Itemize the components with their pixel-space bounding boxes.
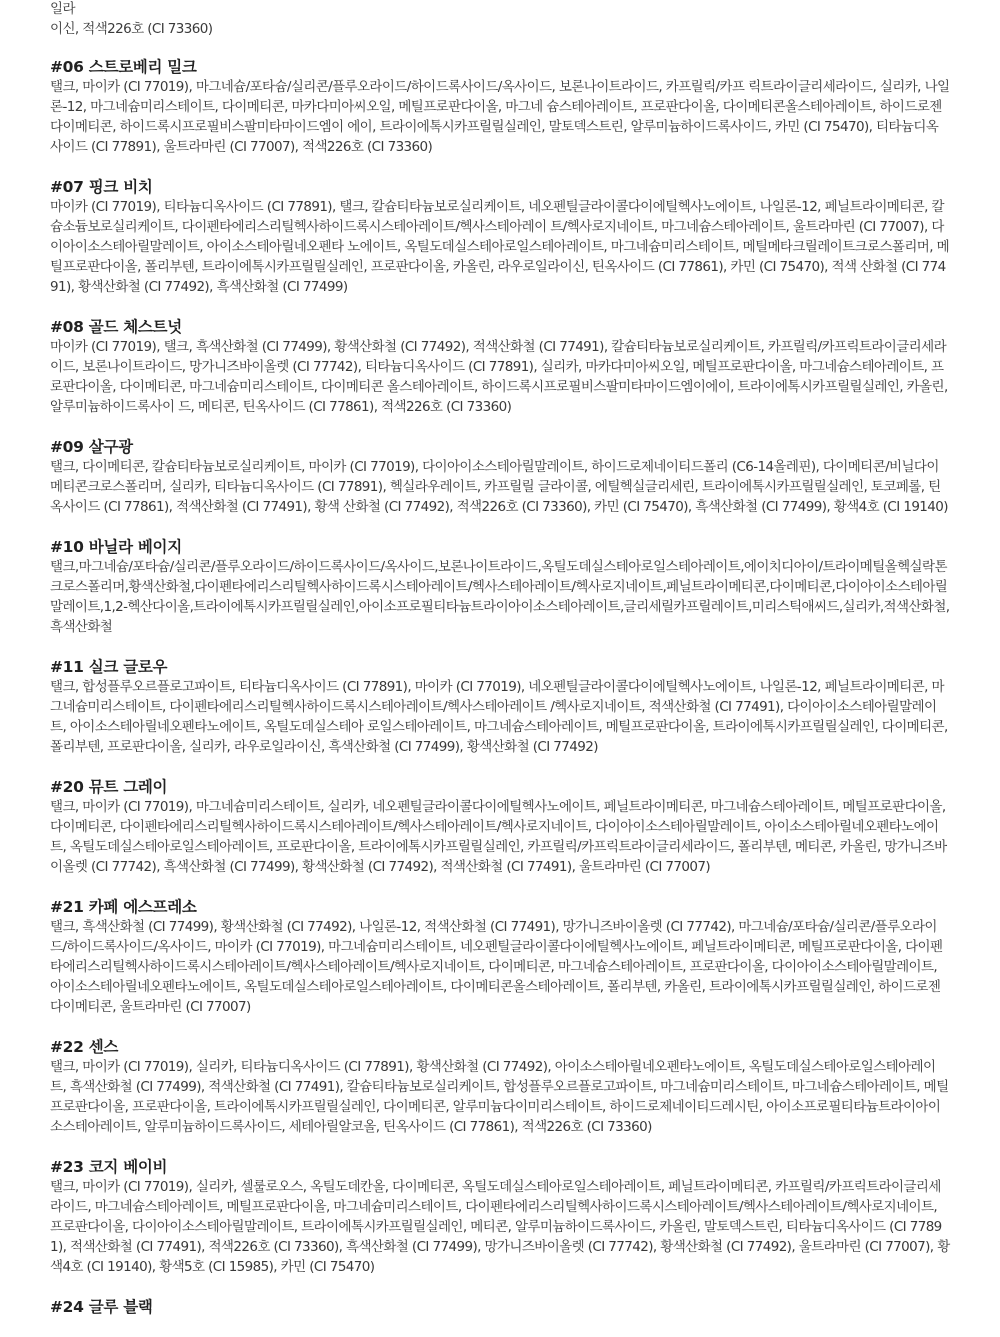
shade-entry-21 (50, 897, 950, 1017)
shade-title: #24 글루 블랙 (50, 1298, 153, 1316)
shade-entry-20 (50, 777, 950, 877)
shade-entry-11 (50, 657, 950, 757)
shade-title: #09 살구광 (50, 438, 133, 456)
ingredient-text: 탤크, 합성플루오르플로고파이트, 티타늄디옥사이드 (CI 77891), 마이카 (CI 77019), 네오펜틸글라이콜다이에틸헥사노에이트, 나일론-12, 페닐트라이메티콘, 마그네슘미리스테이트, 다이펜타에리스리틸헥사하이드록시스테아레이트/헥사스테아레이트 /헥사로지네이트, 적색산화철 (CI 77491), 다이아이소스테아릴말레이트, 아이소스테아릴네오펜타노에이트, 옥틸도데실스테아 로일스테아레이트, 마그네슘스테아레이트, 메틸프로판다이올, 트라이에톡시카프릴릴실레인, 다이메티콘, 폴리부텐, 프로판다이올, 실리카, 라우로일라이신, 흑색산화철 (CI 77499), 황색산화철 (CI 77492) (50, 679, 948, 755)
fragment-line-2: 이신, 적색226호 (CI 73360) (50, 21, 213, 37)
shade-entry-06 (50, 57, 950, 157)
shade-entry-07 (50, 177, 950, 297)
shade-entry-23 (50, 1157, 950, 1277)
shade-title: #23 코지 베이비 (50, 1158, 168, 1176)
shade-title: #20 뮤트 그레이 (50, 778, 168, 796)
shade-title: #06 스트로베리 밀크 (50, 58, 197, 76)
ingredient-text: 탤크, 마이카 (CI 77019), 마그네슘미리스테이트, 실리카, 네오펜틸글라이콜다이에틸헥사노에이트, 페닐트라이메티콘, 마그네슘스테아레이트, 메틸프로판다이올, 다이메티콘, 다이펜타에리스리틸헥사하이드록시스테아레이트/헥사스테아레이트/헥사로지네이트, 다이아이소스테아릴말레이트, 아이소스테아릴네오펜타노에이트, 옥틸도데실스테아로일스테아레이트, 프로판다이올, 트라이에톡시카프릴릴실레인, 카프릴릭/카프릭트라이글리세라이드, 폴리부텐, 메티콘, 카올린, 망가니즈바이올렛 (CI 77742), 흑색산화철 (CI 77499), 황색산화철 (CI 77492), 적색산화철 (CI 77491), 울트라마린 (CI 77007) (50, 799, 947, 875)
shade-title: #21 카페 에스프레소 (50, 898, 197, 916)
shade-title: #22 센스 (50, 1038, 119, 1056)
ingredient-text: 탤크, 마이카 (CI 77019), 실리카, 셀룰로오스, 옥틸도데칸올, 다이메티콘, 옥틸도데실스테아로일스테아레이트, 페닐트라이메티콘, 카프릴릭/카프릭트라이글리세라이드, 마그네슘스테아레이트, 메틸프로판다이올, 마그네슘미리스테이트, 다이펜타에리스리틸헥사하이드록시스테아레이트/헥사스테아레이트/헥사로지네이트, 프로판다이올, 다이아이소스테아릴말레이트, 트라이에톡시카프릴릴실레인, 메티콘, 알루미늄하이드록사이드, 카올린, 말토덱스트린, 티타늄디옥사이드 (CI 77891), 적색산화철 (CI 77491), 적색226호 (CI 73360), 흑색산화철 (CI 77499), 망가니즈바이올렛 (CI 77742), 황색산화철 (CI 77492), 울트라마린 (CI 77007), 황색4호 (CI 19140), 황색5호 (CI 15985), 카민 (CI 75470) (50, 1179, 950, 1275)
ingredient-text: 탤크, 다이메티콘, 칼슘티타늄보로실리케이트, 마이카 (CI 77019), 다이아이소스테아릴말레이트, 하이드로제네이티드폴리 (C6-14올레핀), 다이메티콘/비닐다이메티콘크로스폴리머, 실리카, 티타늄디옥사이드 (CI 77891), 헥실라우레이트, 카프릴릴 글라이콜, 에틸헥실글리세린, 트라이에톡시카프릴릴실레인, 토코페롤, 틴옥사이드 (CI 77861), 적색산화철 (CI 77491), 황색 산화철 (CI 77492), 적색226호 (CI 73360), 카민 (CI 75470), 흑색산화철 (CI 77499), 황색4호 (CI 19140) (50, 459, 948, 515)
shade-entry-24 (50, 1297, 950, 1317)
ingredient-text: 탤크,마그네슘/포타슘/실리콘/플루오라이드/하이드록사이드/옥사이드,보론나이트라이드,옥틸도데실스테아로일스테아레이트,에이치디아이/트라이메틸올헥실락톤크로스폴리머,황색산화철,다이펜타에리스리틸헥사하이드록시스테아레이트/헥사스테아레이트/헥사로지네이트,페닐트라이메티콘,다이메티콘,다이아이소스테아릴말레이트,1,2-헥산다이올,트라이에톡시카프릴릴실레인,아이소프로필티타늄트라이아이소스테아레이트,글리세릴카프릴레이트,미리스틱애씨드,실리카,적색산화철,흑색산화철 (50, 559, 950, 635)
shade-entry-10 (50, 537, 950, 637)
shade-title: #08 골드 체스트넛 (50, 318, 182, 336)
ingredient-text: 마이카 (CI 77019), 탤크, 흑색산화철 (CI 77499), 황색산화철 (CI 77492), 적색산화철 (CI 77491), 칼슘티타늄보로실리케이트, 카프릴릭/카프릭트라이글리세라이드, 보론나이트라이드, 망가니즈바이올렛 (CI 77742), 티타늄디옥사이드 (CI 77891), 실리카, 마카다미아씨오일, 메틸프로판다이올, 마그네슘스테아레이트, 프로판다이올, 다이메티콘, 마그네슘미리스테이트, 다이메티콘 올스테아레이트, 하이드록시프로필비스팔미타마이드엠이에이, 트라이에톡시카프릴릴실레인, 카올린, 알루미늄하이드록사이 드, 메티콘, 틴옥사이드 (CI 77861), 적색226호 (CI 73360) (50, 339, 948, 415)
ingredient-text: 탤크, 마이카 (CI 77019), 실리카, 티타늄디옥사이드 (CI 77891), 황색산화철 (CI 77492), 아이소스테아릴네오펜타노에이트, 옥틸도데실스테아로일스테아레이트, 흑색산화철 (CI 77499), 적색산화철 (CI 77491), 칼슘티타늄보로실리케이트, 합성플루오르플로고파이트, 마그네슘미리스테이트, 마그네슘스테아레이트, 메틸프로판다이올, 프로판다이올, 트라이에톡시카프릴릴실레인, 다이메티콘, 알루미늄다이미리스테이트, 하이드로제네이티드레시틴, 아이소프로필티타늄트라이아이소스테아레이트, 알루미늄하이드록사이드, 세테아릴알코올, 틴옥사이드 (CI 77861), 적색226호 (CI 73360) (50, 1059, 949, 1135)
shade-entry-09 (50, 437, 950, 517)
previous-entry-fragment (50, 0, 950, 39)
shade-entry-08 (50, 317, 950, 417)
ingredient-list-page (50, 0, 950, 1337)
ingredient-text: 탤크, 마이카 (CI 77019), 마그네슘/포타슘/실리콘/플루오라이드/하이드록사이드/옥사이드, 보론나이트라이드, 카프릴릭/카프 릭트라이글리세라이드, 실리카, 나일론-12, 마그네슘미리스테이트, 다이메티콘, 마카다미아씨오일, 메틸프로판다이올, 마그네 슘스테아레이트, 프로판다이올, 다이메티콘올스테아레이트, 하이드로젠다이메티콘, 하이드록시프로필비스팔미타마이드엠이 에이, 트라이에톡시카프릴릴실레인, 말토덱스트린, 알루미늄하이드록사이드, 카민 (CI 75470), 티타늄디옥사이드 (CI 77891), 울트라마린 (CI 77007), 적색226호 (CI 73360) (50, 79, 950, 155)
fragment-line-1: 일라 (50, 1, 75, 17)
shade-title: #10 바닐라 베이지 (50, 538, 182, 556)
shade-title: #11 실크 글로우 (50, 658, 168, 676)
ingredient-text: 마이카 (CI 77019), 티타늄디옥사이드 (CI 77891), 탤크, 칼슘티타늄보로실리케이트, 네오펜틸글라이콜다이에틸헥사노에이트, 나일론-12, 페닐트라이메티콘, 칼슘소듐보로실리케이트, 다이펜타에리스리틸헥사하이드록시스테아레이트/헥사스테아레이 트/헥사로지네이트, 마그네슘스테아레이트, 울트라마린 (CI 77007), 다이아이소스테아릴말레이트, 아이소스테아릴네오펜타 노에이트, 옥틸도데실스테아로일스테아레이트, 마그네슘미리스테이트, 메틸메타크릴레이트크로스폴리머, 메틸프로판다이올, 폴리부텐, 트라이에톡시카프릴릴실레인, 프로판다이올, 카올린, 라우로일라이신, 틴옥사이드 (CI 77861), 카민 (CI 75470), 적색 산화철 (CI 77491), 황색산화철 (CI 77492), 흑색산화철 (CI 77499) (50, 199, 950, 295)
shade-entry-22 (50, 1037, 950, 1137)
shade-title: #07 핑크 비치 (50, 178, 153, 196)
ingredient-text: 탤크, 흑색산화철 (CI 77499), 황색산화철 (CI 77492), 나일론-12, 적색산화철 (CI 77491), 망가니즈바이올렛 (CI 77742), 마그네슘/포타슘/실리콘/플루오라이드/하이드록사이드/옥사이드, 마이카 (CI 77019), 마그네슘미리스테이트, 네오펜틸글라이콜다이에틸헥사노에이트, 페닐트라이메티콘, 메틸프로판다이올, 다이펜타에리스리틸헥사하이드록시스테아레이트/헥사스테아레이트/헥사로지네이트, 다이메티콘, 마그네슘스테아레이트, 프로판다이올, 다이아이소스테아릴말레이트, 아이소스테아릴네오펜타노에이트, 옥틸도데실스테아로일스테아레이트, 다이메티콘올스테아레이트, 폴리부텐, 카올린, 트라이에톡시카프릴릴실레인, 하이드로젠다이메티콘, 울트라마린 (CI 77007) (50, 919, 943, 1015)
